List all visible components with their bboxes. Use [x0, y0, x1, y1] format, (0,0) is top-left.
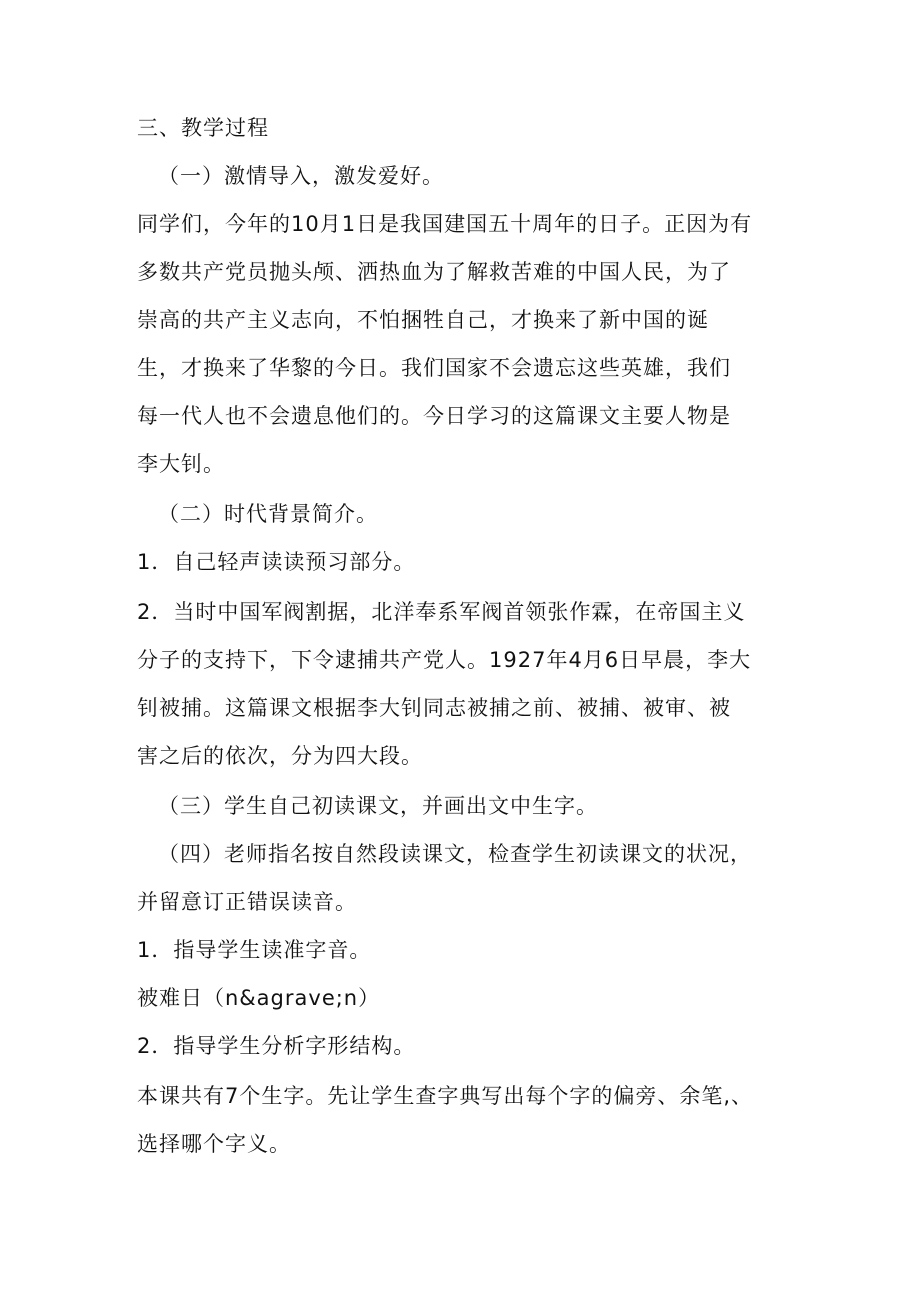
paragraph-line: 选择哪个字义。: [137, 1132, 291, 1156]
list-item: 1．指导学生读准字音。: [137, 938, 372, 962]
paragraph-line: 并留意订正错误读音。: [137, 890, 357, 914]
section1-title: （一）激情导入，激发爱好。: [158, 164, 444, 188]
section3-title: （三）学生自己初读课文，并画出文中生字。: [158, 794, 598, 818]
paragraph-line: 李大钊。: [137, 452, 225, 476]
section4-title: （四）老师指名按自然段读课文，检查学生初读课文的状况，: [158, 842, 752, 866]
pinyin-line: 被难日（n&agrave;n）: [137, 986, 381, 1010]
paragraph-line: 同学们，今年的10月1日是我国建国五十周年的日子。正因为有: [137, 212, 753, 236]
paragraph-line: 2．当时中国军阀割据，北洋奉系军阀首领张作霖，在帝国主义: [137, 600, 746, 624]
paragraph-line: 钊被捕。这篇课文根据李大钊同志被捕之前、被捕、被审、被: [137, 696, 731, 720]
paragraph-line: 本课共有7个生字。先让学生查字典写出每个字的偏旁、余笔,、: [137, 1084, 754, 1108]
paragraph-line: 每一代人也不会遗息他们的。今日学习的这篇课文主要人物是: [137, 404, 731, 428]
list-item: 2．指导学生分析字形结构。: [137, 1034, 416, 1058]
paragraph-line: 多数共产党员抛头颅、洒热血为了解救苦难的中国人民，为了: [137, 260, 731, 284]
section-heading: 三、教学过程: [137, 116, 269, 140]
paragraph-line: 害之后的依次，分为四大段。: [137, 744, 423, 768]
paragraph-line: 分子的支持下，下令逮捕共产党人。1927年4月6日早晨，李大: [137, 648, 752, 672]
paragraph-line: 生，才换来了华黎的今日。我们国家不会遗忘这些英雄，我们: [137, 356, 731, 380]
section2-title: （二）时代背景简介。: [158, 502, 378, 526]
list-item: 1．自己轻声读读预习部分。: [137, 550, 416, 574]
paragraph-line: 崇高的共产主义志向，不怕捆牲自己，才换来了新中国的诞: [137, 308, 709, 332]
